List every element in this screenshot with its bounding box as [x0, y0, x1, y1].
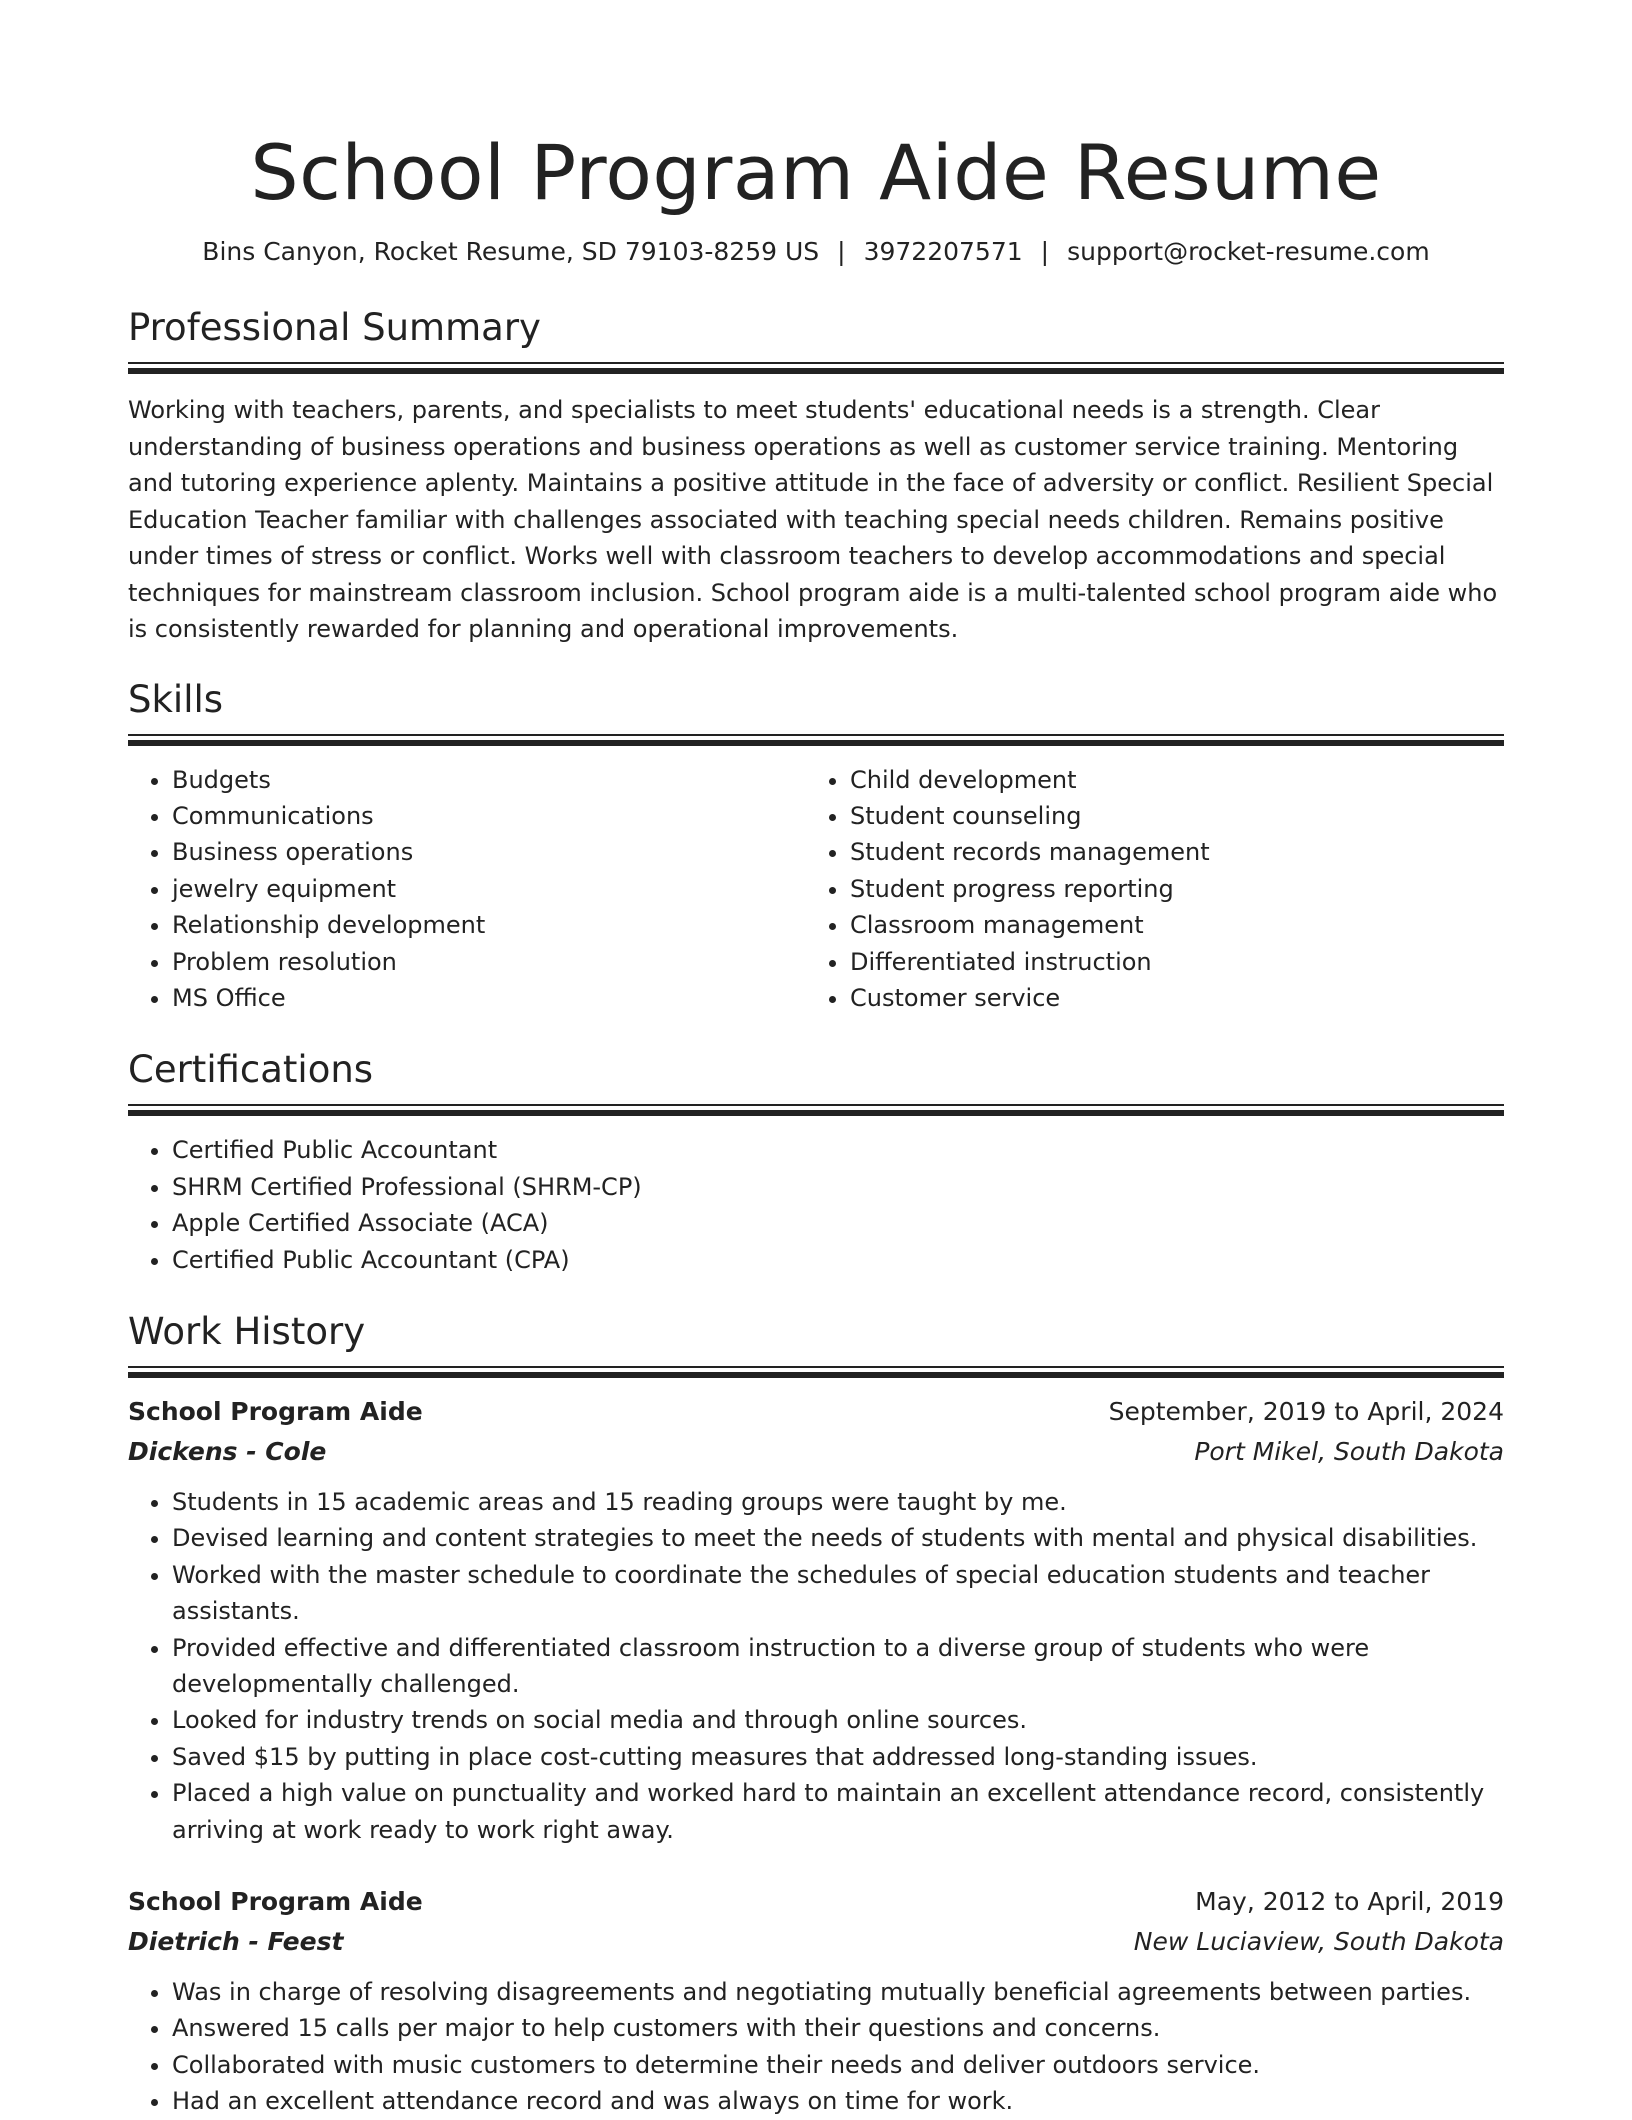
job-title: School Program Aide	[128, 1887, 423, 1917]
contact-address: Bins Canyon, Rocket Resume, SD 79103-8259 US	[202, 237, 820, 266]
certification-item: • SHRM Certified Professional (SHRM-CP)	[172, 1169, 1504, 1205]
summary-text: Working with teachers, parents, and specialists to meet students' educational needs is a strength. Clear understanding of business operations and business operations as well as customer service training. Mentoring and tutoring experience aplenty. Maintains a positive attitude in the face of adversity or conflict. Resilient Special Education Teacher familiar with challenges associated with teaching special needs children. Remains positive under times of stress or conflict. Works well with classroom teachers to develop accommodations and special techniques for mainstream classroom inclusion. School program aide is a multi-talented school program aide who is consistently rewarded for planning and operational improvements.	[128, 396, 1498, 643]
skills-grid	[128, 746, 1504, 1017]
section-heading-certifications: Certifications	[128, 1048, 374, 1092]
skill-item: • Business operations	[172, 834, 806, 870]
job-bullet: • Was in charge of resolving disagreements and negotiating mutually beneficial agreements between parties.	[172, 1974, 1504, 2010]
job-company-row	[128, 1432, 1504, 1472]
job-entry	[128, 1882, 1504, 2120]
skill-item: • Classroom management	[850, 907, 1484, 943]
job-bullet: • Answered 15 calls per major to help customers with their questions and concerns.	[172, 2010, 1504, 2046]
work-history-section	[128, 1308, 1504, 2120]
section-divider	[128, 734, 1504, 746]
skill-item: • Student progress reporting	[850, 871, 1484, 907]
certifications-section	[128, 1046, 1504, 1278]
certifications-list	[128, 1132, 1504, 1278]
skill-item: • Student records management	[850, 834, 1484, 870]
job-bullet: • Had an excellent attendance record and was always on time for work.	[172, 2083, 1504, 2119]
skill-item: • Child development	[850, 762, 1484, 798]
skills-list-right	[806, 762, 1484, 1017]
job-header-row	[128, 1392, 1504, 1432]
job-title: School Program Aide	[128, 1396, 423, 1426]
job-entry	[128, 1392, 1504, 1848]
section-heading-summary: Professional Summary	[128, 306, 541, 349]
job-location: Port Mikel, South Dakota	[1194, 1436, 1504, 1466]
job-company-row	[128, 1922, 1504, 1962]
job-dates: May, 2012 to April, 2019	[1195, 1887, 1504, 1917]
section-divider	[128, 1104, 1504, 1116]
job-bullet: • Students in 15 academic areas and 15 reading groups were taught by me.	[172, 1484, 1504, 1520]
job-company: Dickens - Cole	[128, 1436, 327, 1466]
job-bullet: • Devised learning and content strategies to meet the needs of students with mental and physical disabilities.	[172, 1520, 1504, 1556]
skills-list-left	[128, 762, 806, 1017]
skill-item: • Communications	[172, 798, 806, 834]
job-location: New Luciaview, South Dakota	[1133, 1927, 1504, 1957]
contact-separator: |	[1040, 237, 1050, 266]
job-bullet: • Looked for industry trends on social media and through online sources.	[172, 1702, 1504, 1738]
certification-item: • Apple Certified Associate (ACA)	[172, 1205, 1504, 1241]
job-bullet: • Worked with the master schedule to coordinate the schedules of special education students and teacher assistants.	[172, 1557, 1504, 1630]
skill-item: • Relationship development	[172, 907, 806, 943]
resume-title: School Program Aide Resume	[250, 128, 1382, 217]
certification-item: • Certified Public Accountant	[172, 1132, 1504, 1168]
section-heading-skills: Skills	[128, 677, 224, 721]
contact-separator: |	[837, 237, 846, 266]
job-bullets	[128, 1484, 1504, 1848]
job-bullet: • Collaborated with music customers to determine their needs and deliver outdoors service.	[172, 2047, 1504, 2083]
resume-page	[128, 0, 1504, 2120]
job-bullet: • Saved $15 by putting in place cost-cutting measures that addressed long-standing issues.	[172, 1739, 1504, 1775]
skill-item: • Budgets	[172, 762, 806, 798]
skill-item: • Student counseling	[850, 798, 1484, 834]
summary-section	[128, 304, 1504, 648]
job-company: Dietrich - Feest	[128, 1927, 344, 1957]
job-bullet: • Placed a high value on punctuality and worked hard to maintain an excellent attendance record, consistently arriving at work ready to work right away.	[172, 1775, 1504, 1848]
contact-email: support@rocket-resume.com	[1067, 237, 1430, 266]
contact-phone: 3972207571	[863, 237, 1023, 266]
section-heading-work-history: Work History	[128, 1309, 366, 1353]
job-bullet: • Provided effective and differentiated classroom instruction to a diverse group of students who were developmentally challenged.	[172, 1630, 1504, 1703]
certification-item: • Certified Public Accountant (CPA)	[172, 1242, 1504, 1278]
skill-item: • jewelry equipment	[172, 871, 806, 907]
job-dates: September, 2019 to April, 2024	[1108, 1396, 1504, 1426]
skill-item: • Customer service	[850, 980, 1484, 1016]
skill-item: • Problem resolution	[172, 944, 806, 980]
section-divider	[128, 1366, 1504, 1378]
skill-item: • MS Office	[172, 980, 806, 1016]
job-header-row	[128, 1882, 1504, 1922]
skills-section	[128, 676, 1504, 1017]
contact-line	[128, 234, 1504, 270]
section-divider	[128, 362, 1504, 374]
job-bullets	[128, 1974, 1504, 2120]
skill-item: • Differentiated instruction	[850, 944, 1484, 980]
